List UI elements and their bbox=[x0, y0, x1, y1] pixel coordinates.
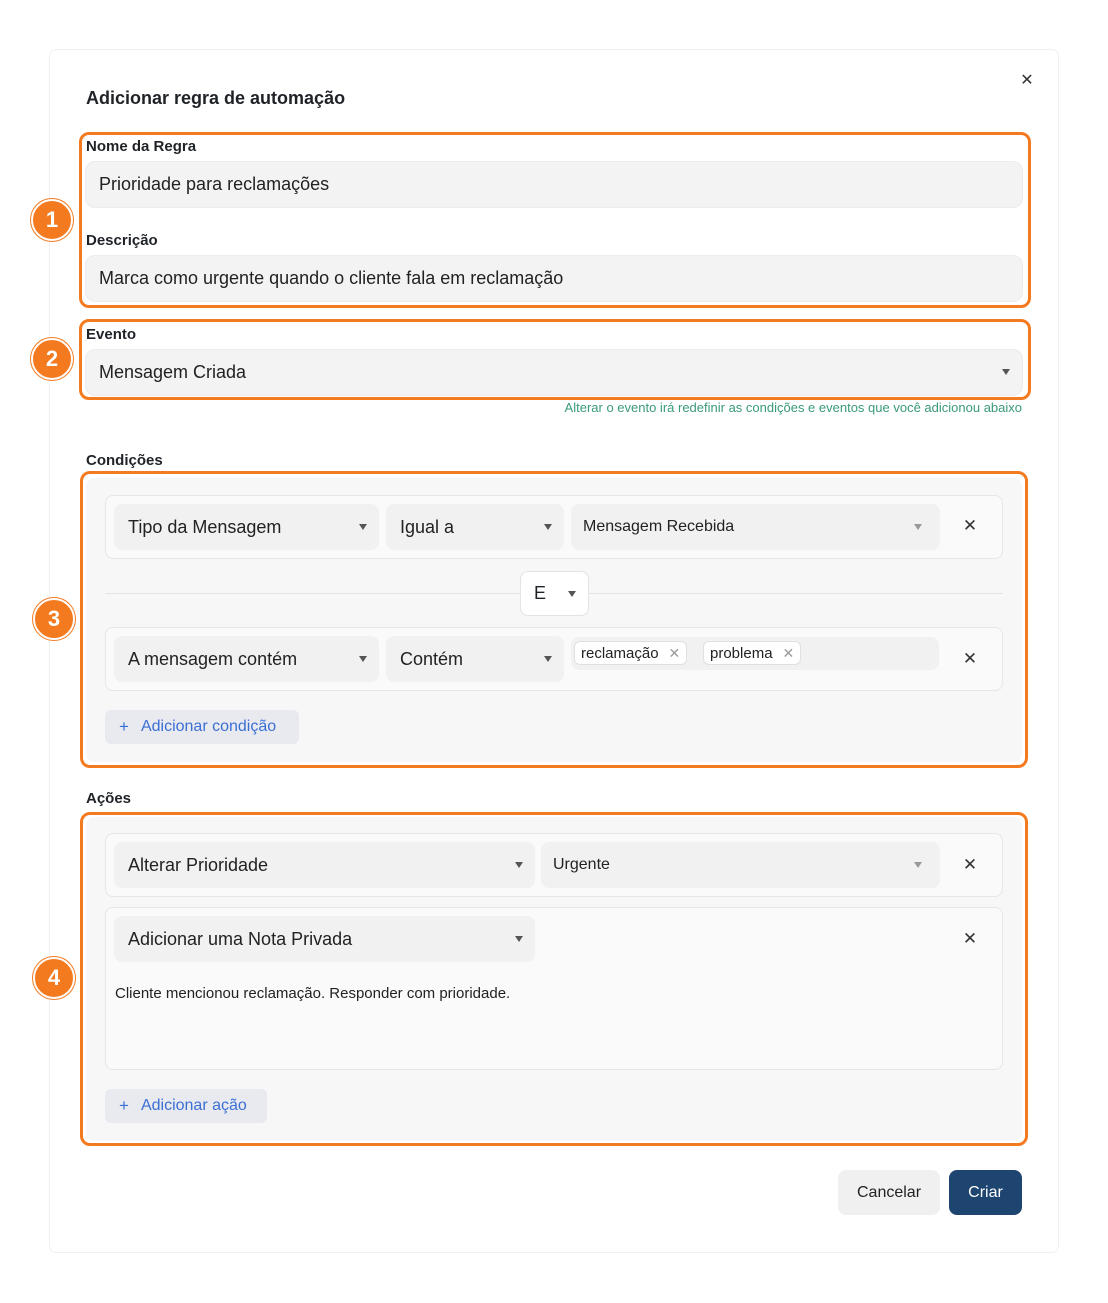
rule-name-input[interactable]: Prioridade para reclamações bbox=[85, 161, 1023, 208]
description-label: Descrição bbox=[86, 232, 158, 249]
create-button[interactable]: Criar bbox=[949, 1170, 1022, 1215]
rule-name-label: Nome da Regra bbox=[86, 138, 197, 155]
dialog-title: Adicionar regra de automação bbox=[86, 88, 346, 108]
add-action-label: Adicionar ação bbox=[140, 1097, 247, 1114]
actions-label: Ações bbox=[86, 790, 132, 807]
highlight-box-3 bbox=[80, 471, 1028, 768]
tag-label: reclamação bbox=[581, 644, 659, 662]
event-label: Evento bbox=[86, 326, 137, 343]
condition-attribute-value: Tipo da Mensagem bbox=[128, 516, 282, 537]
private-note-text[interactable]: Cliente mencionou reclamação. Responder com prioridade. bbox=[115, 985, 511, 1002]
condition-attribute-value: A mensagem contém bbox=[128, 648, 298, 669]
action-type-value: Alterar Prioridade bbox=[128, 854, 269, 875]
step-badge-3: 3 bbox=[33, 598, 75, 640]
remove-action-icon[interactable]: ✕ bbox=[962, 929, 978, 948]
close-icon[interactable]: ✕ bbox=[782, 644, 795, 661]
condition-operator-value: Igual a bbox=[400, 516, 455, 537]
highlight-box-2 bbox=[79, 319, 1031, 400]
tag-label: problema bbox=[710, 644, 773, 662]
cancel-button[interactable]: Cancelar bbox=[838, 1170, 940, 1215]
add-condition-label: Adicionar condição bbox=[140, 718, 277, 735]
remove-condition-icon[interactable]: ✕ bbox=[962, 649, 978, 668]
close-icon[interactable]: ✕ bbox=[1020, 72, 1034, 89]
highlight-box-4 bbox=[80, 812, 1028, 1146]
condition-value: Mensagem Recebida bbox=[583, 518, 735, 535]
event-hint: Alterar o evento irá redefinir as condições e eventos que você adicionou abaixo bbox=[564, 400, 1022, 415]
join-operator-value: E bbox=[534, 583, 547, 603]
step-badge-4: 4 bbox=[33, 957, 75, 999]
close-icon[interactable]: ✕ bbox=[668, 644, 681, 661]
step-badge-1: 1 bbox=[31, 199, 73, 241]
event-selected-value: Mensagem Criada bbox=[99, 362, 247, 382]
plus-icon: + bbox=[119, 1096, 129, 1115]
condition-operator-value: Contém bbox=[400, 648, 464, 669]
conditions-label: Condições bbox=[86, 452, 163, 469]
action-value: Urgente bbox=[553, 856, 610, 873]
remove-action-icon[interactable]: ✕ bbox=[962, 855, 978, 874]
action-type-value: Adicionar uma Nota Privada bbox=[128, 928, 353, 949]
plus-icon: + bbox=[119, 717, 129, 736]
description-input[interactable]: Marca como urgente quando o cliente fala em reclamação bbox=[85, 255, 1023, 302]
step-badge-2: 2 bbox=[31, 338, 73, 380]
remove-condition-icon[interactable]: ✕ bbox=[962, 516, 978, 535]
highlight-box-1 bbox=[79, 132, 1031, 308]
